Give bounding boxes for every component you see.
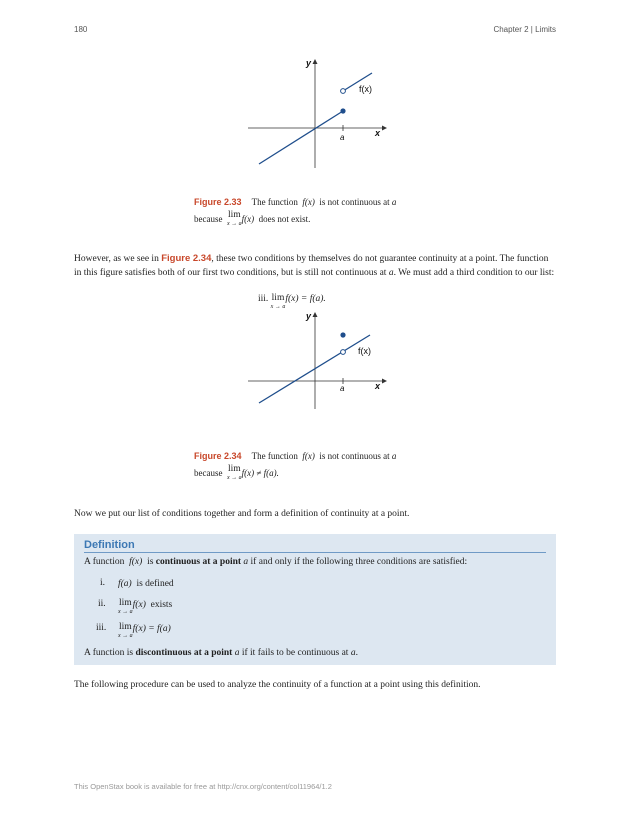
caption-line-1 xyxy=(194,448,524,464)
y-axis-label: y xyxy=(306,311,312,321)
lim-subscript: x → a xyxy=(270,304,286,310)
lim-word: lim xyxy=(119,598,132,608)
y-axis-arrow xyxy=(313,312,318,317)
figure-2-34-label: Figure 2.34 xyxy=(194,451,242,461)
paragraph-text: . We must add a third condition to our list: xyxy=(393,267,555,278)
def-item-2 xyxy=(118,599,172,617)
y-axis-arrow xyxy=(313,59,318,64)
def-item-2-roman: ii. xyxy=(98,599,106,609)
def-math: f(x) = f(a) xyxy=(132,624,171,634)
caption-math: f(x) ≠ f(a). xyxy=(241,468,279,478)
caption-math: f(x) xyxy=(241,214,255,224)
caption-line-2 xyxy=(194,211,524,229)
paragraph-definition-intro: Now we put our list of conditions together and form a definition of continuity at a point. xyxy=(74,509,410,519)
caption-text: is not continuous at xyxy=(319,197,390,207)
caption-text: is not continuous at xyxy=(319,451,390,461)
x-axis-arrow xyxy=(382,126,387,131)
lim-word: lim xyxy=(227,464,241,474)
tick-a-label: a xyxy=(340,133,345,142)
condition-iii xyxy=(258,294,326,312)
paragraph-text: , these two conditions by themselves do not guarantee continuity at a point. The function in this figure satisfies both of our first two conditions, but is still not continuous at xyxy=(74,254,549,278)
paragraph-continuity-conditions xyxy=(74,252,558,280)
def-math: f(a) xyxy=(118,579,132,589)
open-dot xyxy=(341,89,346,94)
figure-2-33-graph xyxy=(248,58,388,168)
paragraph-procedure-intro: The following procedure can be used to analyze the continuity of a function at a point using this definition. xyxy=(74,680,481,690)
tick-a-label: a xyxy=(340,384,345,393)
caption-line-1 xyxy=(194,194,524,210)
limit-expression xyxy=(118,599,133,617)
def-text: exists xyxy=(150,600,173,610)
chapter-title: Chapter 2 | Limits xyxy=(493,25,556,34)
paragraph-text: However, as we see in xyxy=(74,254,162,264)
definition-title: Definition xyxy=(84,539,135,551)
definition-closing xyxy=(84,647,358,660)
lim-word: lim xyxy=(227,210,241,220)
def-text: A function xyxy=(84,557,125,567)
def-math: a xyxy=(234,648,240,658)
closed-dot xyxy=(340,108,345,113)
def-item-3-roman: iii. xyxy=(96,623,107,633)
lim-subscript: x → a xyxy=(226,475,242,481)
definition-intro xyxy=(84,556,467,569)
lower-branch xyxy=(259,111,343,164)
definition-rule xyxy=(84,552,546,553)
function-label: f(x) xyxy=(358,346,371,356)
caption-text: because xyxy=(194,214,223,224)
x-axis-label: x xyxy=(375,381,381,391)
footer-note: This OpenStax book is available for free at http://cnx.org/content/col11964/1.2 xyxy=(74,782,332,791)
open-dot xyxy=(341,350,346,355)
def-math: a xyxy=(350,648,356,658)
limit-expression xyxy=(271,294,286,312)
closed-dot xyxy=(340,332,345,337)
page-number: 180 xyxy=(74,25,88,34)
def-math: a xyxy=(243,557,249,567)
condition-math: f(x) = f(a). xyxy=(285,294,326,304)
def-text: if and only if the following three conditions are satisfied: xyxy=(250,557,468,567)
caption-text: because xyxy=(194,468,223,478)
caption-math: f(x) xyxy=(302,197,315,207)
figure-2-34-caption xyxy=(194,448,524,483)
def-text: . xyxy=(355,648,358,658)
def-item-1-roman: i. xyxy=(100,578,106,588)
condition-roman: iii. xyxy=(258,294,269,304)
definition-box xyxy=(74,534,556,665)
def-item-3 xyxy=(118,623,171,641)
caption-line-2 xyxy=(194,465,524,483)
def-text: A function is xyxy=(84,648,134,658)
def-math: f(x) xyxy=(129,557,143,567)
limit-expression xyxy=(227,211,242,229)
figure-2-33-label: Figure 2.33 xyxy=(194,197,242,207)
def-term-continuous: continuous at a point xyxy=(155,557,242,567)
caption-math: a xyxy=(391,197,397,207)
lim-subscript: x → a xyxy=(226,221,242,227)
def-text: is xyxy=(147,557,154,567)
function-label: f(x) xyxy=(359,84,372,94)
caption-math: a xyxy=(391,451,397,461)
caption-math: f(x) xyxy=(302,451,315,461)
lim-word: lim xyxy=(119,622,132,632)
def-text: is defined xyxy=(136,579,174,589)
y-axis-label: y xyxy=(306,58,312,68)
def-text: if it fails to be continuous at xyxy=(241,648,349,658)
x-axis-arrow xyxy=(382,379,387,384)
limit-expression xyxy=(118,623,133,641)
def-math: f(x) xyxy=(132,600,146,610)
lim-word: lim xyxy=(271,293,285,303)
def-term-discontinuous: discontinuous at a point xyxy=(135,648,233,658)
caption-text: The function xyxy=(251,451,298,461)
function-line xyxy=(259,335,370,403)
figure-2-34-graph xyxy=(248,311,388,411)
caption-text: The function xyxy=(251,197,298,207)
figure-2-33-caption xyxy=(194,194,524,229)
x-axis-label: x xyxy=(375,128,381,138)
paragraph-math: a xyxy=(388,267,394,278)
lim-subscript: x → a xyxy=(118,609,133,615)
figure-2-34-link[interactable]: Figure 2.34 xyxy=(161,253,212,264)
limit-expression xyxy=(227,465,242,483)
caption-text: does not exist. xyxy=(258,214,311,224)
def-item-1 xyxy=(118,578,174,591)
lim-subscript: x → a xyxy=(118,633,133,639)
